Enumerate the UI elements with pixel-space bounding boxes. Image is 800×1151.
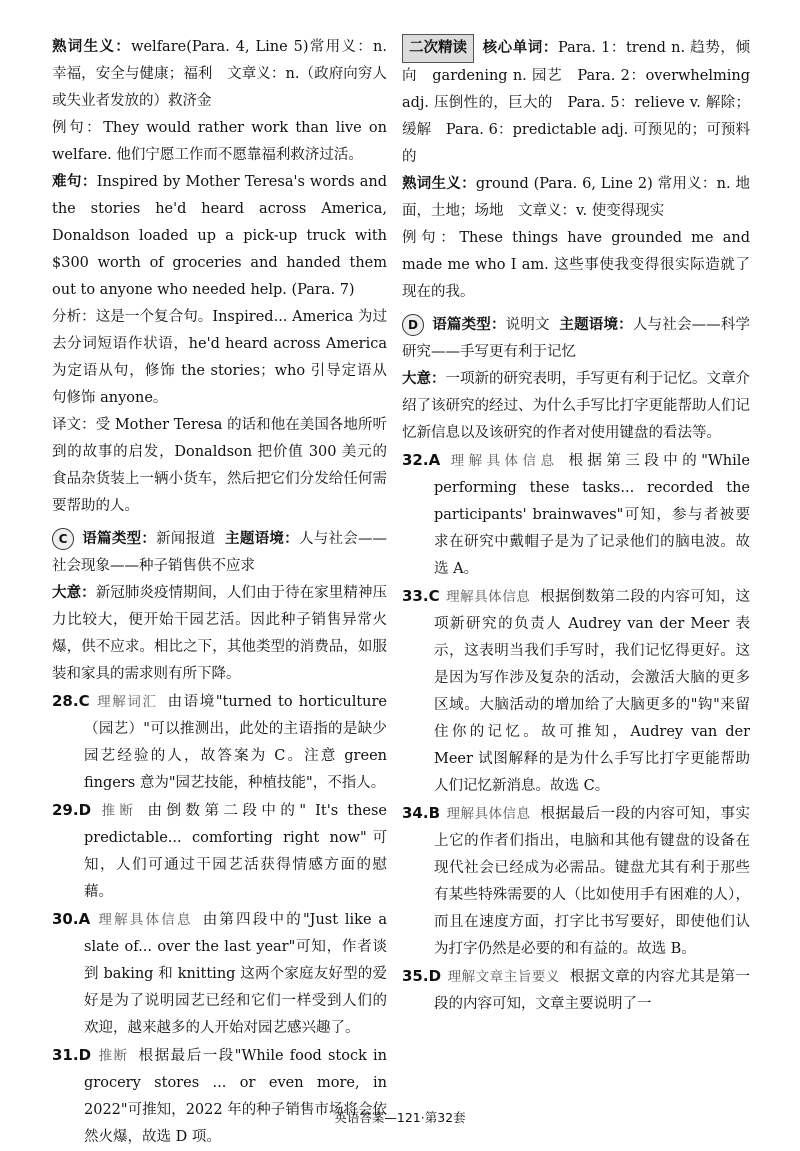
answer-item: 29.D 推断 由倒数第二段中的" It's these predictable... comforting right now"可知，人们可通过干园艺活获得情感方面的慰藉。 — [52, 801, 388, 900]
answer-item: 28.C 理解词汇 由语境"turned to horticulture（园艺）"可以推测出，此处的主语指的是缺少园艺经验的人，故答案为 C。注意 green fingers 意为"园艺技能，种植技能"，不指人。 — [52, 692, 388, 791]
answer-item: 31.D 推断 根据最后一段"While food stock in grocery stores ... or even more, in 2022"可推知，2022 年的种子销售市场将会依然火爆，故选 D 项。 — [52, 1046, 387, 1145]
section-d-summary: 大意：一项新的研究表明，手写更有利于记忆。文章介绍了该研究的经过、为什么手写比打字更能帮助人们记忆新信息以及该研究的作者对使用键盘的看法等。 — [402, 371, 750, 441]
section-c-header: C 语篇类型：新闻报道 主题语境：人与社会——社会现象——种子销售供不应求 — [52, 526, 387, 580]
vocab-note: 熟词生义：ground (Para. 6, Line 2) 常用义：n. 地面，土地；场地 文章义：v. 使变得现实 — [402, 176, 751, 219]
answer-item: 34.B 理解具体信息 根据最后一段的内容可知，事实上它的作者们指出，电脑和其他有键盘的设备在现代社会已经成为必需品。键盘尤其有利于那些有某些特殊需要的人（比如使用手有困难的人），而且在速度方面，打字比书写要好，即使他们认为打字仍然是必要的和有益的。故选 B。 — [402, 804, 751, 957]
right-column — [402, 34, 750, 1018]
example-sentence: 例句：They would rather work than live on welfare. 他们宁愿工作而不愿靠福利救济过活。 — [52, 120, 388, 163]
answer-item: 35.D 理解文章主旨要义 根据文章的内容尤其是第一段的内容可知，文章主要说明了一 — [402, 967, 751, 1012]
answer-item: 32.A 理解具体信息 根据第三段中的"While performing these tasks... recorded the participants' brainwaves"可知，参与者被要求在研究中戴帽子是为了记录他们的脑电波。故选 A。 — [402, 451, 750, 577]
section-c-badge: C — [52, 528, 74, 550]
translation: 译文：受 Mother Teresa 的话和他在美国各地所听到的故事的启发，Donaldson 把价值 300 美元的食品杂货装上一辆小货车，然后把它们分发给任何需要帮助的人。 — [52, 417, 387, 514]
section-d-header: D 语篇类型：说明文 主题语境：人与社会——科学研究——手写更有利于记忆 — [402, 312, 750, 366]
vocab-note: 熟词生义：welfare(Para. 4, Line 5)常用义：n. 幸福，安全与健康；福利 文章义：n.（政府向穷人或失业者发放的）救济金 — [52, 39, 387, 109]
analysis: 分析：这是一个复合句。Inspired... America 为过去分词短语作状语，he'd heard across America 为定语从句，修饰 the stories；who 引导定语从句修饰 anyone。 — [52, 309, 387, 406]
answer-item: 30.A 理解具体信息 由第四段中的"Just like a slate of... over the last year"可知，作者谈到 baking 和 knitting 这两个家庭友好型的爱好是为了说明园艺已经和它们一样受到人们的欢迎，越来越多的人开始对园艺感兴趣了。 — [52, 910, 388, 1036]
left-column — [52, 34, 387, 1151]
answer-item: 33.C 理解具体信息 根据倒数第二段的内容可知，这项新研究的负责人 Audrey van der Meer 表示，这表明当我们手写时，我们记忆得更好。这是因为写作涉及复杂的活动，会激活大脑的更多区域。大脑活动的增加给了大脑更多的"钩"来留住你的记忆。故可推知，Audrey van der Meer 试图解释的是为什么手写比打字更能帮助人们记忆新消息。故选 C。 — [402, 587, 751, 794]
example-sentence: 例句：These things have grounded me and made me who I am. 这些事使我变得很实际造就了现在的我。 — [402, 230, 750, 300]
page-footer: 英语答案—121·第32套 — [334, 1110, 466, 1125]
answer-list-right — [402, 447, 750, 1018]
second-reading-label: 二次精读 — [402, 34, 474, 63]
section-d-badge: D — [402, 314, 424, 336]
difficult-sentence: 难句：Inspired by Mother Teresa's words and the stories he'd heard across America, Donaldson loaded up a pick-up truck with $300 worth of groceries and handed them out to anyone who needed help. (Para. 7) — [52, 174, 387, 298]
answer-list-left — [52, 688, 387, 1151]
section-c-summary: 大意：新冠肺炎疫情期间，人们由于待在家里精神压力比较大，便开始干园艺活。因此种子销售异常火爆，供不应求。相比之下，其他类型的消费品，如服装和家具的需求则有所下降。 — [52, 585, 388, 682]
core-vocabulary: 二次精读 核心单词：Para. 1：trend n. 趋势，倾向 gardening n. 园艺 Para. 2：overwhelming adj. 压倒性的，巨大的 Para. 5：relieve v. 解除；缓解 Para. 6：predictable adj. 可预见的；可预料的 — [402, 34, 750, 171]
